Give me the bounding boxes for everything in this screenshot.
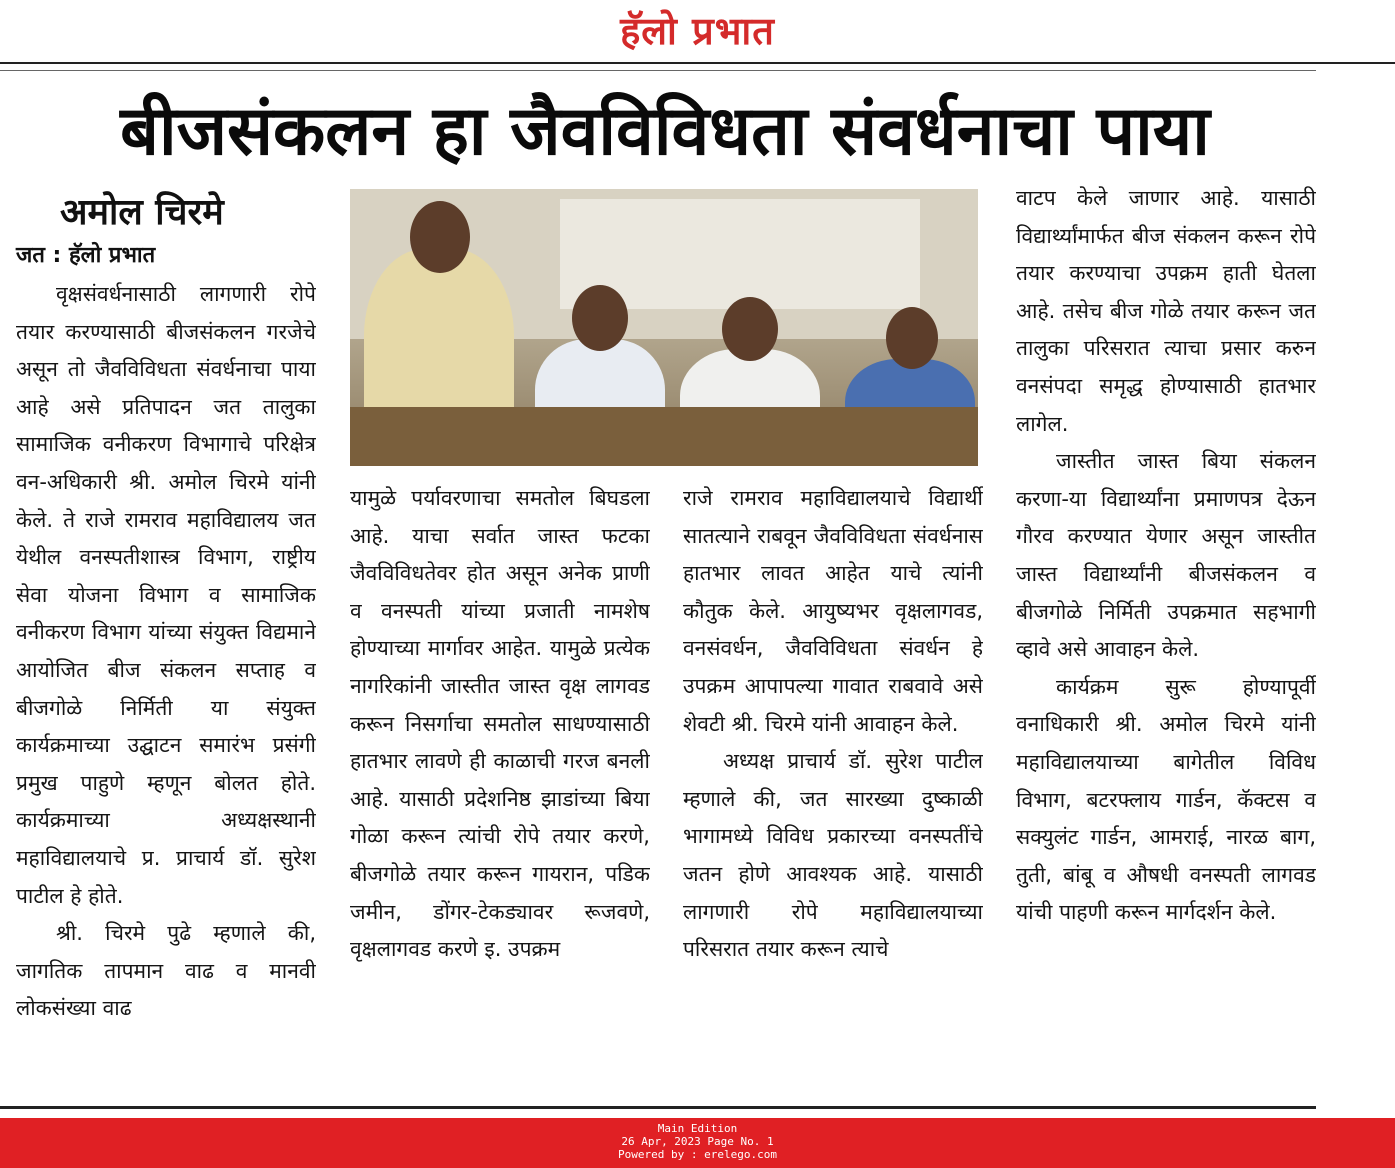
paragraph: जास्तीत जास्त बिया संकलन करणा-या विद्यार्थ्यांना प्रमाणपत्र देऊन गौरव करण्यात येणार असून जास्तीत जास्त विद्यार्थ्यांनी बीजसंकलन व बीजगोळे निर्मिती उपक्रमात सहभागी व्हावे असे आवाहन केले. [1016, 449, 1316, 662]
paragraph: वाटप केले जाणार आहे. यासाठी विद्यार्थ्यांमार्फत बीज संकलन करून रोपे तयार करण्याचा उपक्रम हाती घेतला आहे. तसेच बीज गोळे तयार करून जत तालुका परिसरात त्याचा प्रसार करुन वनसंपदा समृद्ध होण्यासाठी हातभार लागेल. [1016, 186, 1316, 436]
powered-by-link[interactable]: Powered by : erelego.com [618, 1148, 777, 1161]
paragraph: राजे रामराव महाविद्यालयाचे विद्यार्थी सातत्याने राबवून जैवविविधता संवर्धनास हातभार लावत आहेत याचे त्यांनी कौतुक केले. आयुष्यभर वृक्षलागवड, वनसंवर्धन, जैवविविधता संवर्धन हे उपक्रम आपापल्या गावात राबवावे असे शेवटी श्री. चिरमे यांनी आवाहन केले. [683, 486, 983, 736]
guest-head-1 [572, 285, 628, 351]
paragraph: कार्यक्रम सुरू होण्यापूर्वी वनाधिकारी श्री. अमोल चिरमे यांनी महाविद्यालयाच्या बागेतील विविध विभाग, बटरफ्लाय गार्डन, कॅक्टस व सक्युलंट गार्डन, आमराई, नारळ बाग, तुती, बांबू व औषधी वनस्पती लागवड यांची पाहणी करून मार्गदर्शन केले. [1016, 674, 1316, 925]
speaker-head [410, 201, 470, 273]
page-footer [0, 1118, 1395, 1168]
article-dateline: जत : हॅलो प्रभात [16, 243, 156, 268]
masthead-divider-thin [0, 70, 1316, 71]
paragraph: अध्यक्ष प्राचार्य डॉ. सुरेश पाटील म्हणाले की, जत सारख्या दुष्काळी भागामध्ये विविध प्रकारच्या वनस्पतींचे जतन होणे आवश्यक आहे. यासाठी लागणारी रोपे महाविद्यालयाच्या परिसरात तयार करून त्याचे [683, 749, 983, 962]
article-column-2 [350, 480, 650, 1104]
edition-label: Main Edition [657, 1122, 738, 1135]
article-headline: बीजसंकलन हा जैवविविधता संवर्धनाचा पाया [120, 92, 1210, 171]
masthead-divider [0, 62, 1395, 64]
article-column-1 [16, 276, 316, 1104]
photo-table [350, 407, 978, 466]
edition-date: 26 Apr, 2023 Page No. 1 [621, 1135, 774, 1148]
article-column-4 [1016, 180, 1316, 1104]
paragraph: वृक्षसंवर्धनासाठी लागणारी रोपे तयार करण्यासाठी बीजसंकलन गरजेचे असून तो जैवविविधता संवर्धनाचा पाया आहे असे प्रतिपादन जत तालुका सामाजिक वनीकरण विभागाचे परिक्षेत्र वन-अधिकारी श्री. अमोल चिरमे यांनी केले. ते राजे रामराव महाविद्यालय जत येथील वनस्पतीशास्त्र विभाग, राष्ट्रीय सेवा योजना विभाग व सामाजिक वनीकरण विभाग यांच्या संयुक्त विद्यमाने आयोजित बीज संकलन सप्ताह व बीजगोळे निर्मिती या संयुक्त कार्यक्रमाच्या उद्घाटन समारंभ प्रसंगी प्रमुख पाहुणे म्हणून बोलत होते. कार्यक्रमाच्या अध्यक्षस्थानी महाविद्यालयाचे प्र. प्राचार्य डॉ. सुरेश पाटील हे होते. [16, 282, 316, 908]
guest-head-2 [722, 297, 778, 361]
article-photo [350, 189, 978, 466]
masthead-logo: हॅलो प्रभात [620, 8, 775, 53]
paragraph: यामुळे पर्यावरणाचा समतोल बिघडला आहे. याचा सर्वात जास्त फटका जैवविविधतेवर होत असून अनेक प्राणी व वनस्पती यांच्या प्रजाती नामशेष होण्याच्या मार्गावर आहेत. यामुळे प्रत्येक नागरिकांनी जास्तीत जास्त वृक्ष लागवड करून निसर्गाचा समतोल साधण्यासाठी हातभार लावणे ही काळाची गरज बनली आहे. यासाठी प्रदेशनिष्ठ झाडांच्या बिया गोळा करून त्यांची रोपे तयार करणे, बीजगोळे तयार करून गायरान, पडिक जमीन, डोंगर-टेकड्यावर रूजवणे, वृक्षलागवड करणे इ. उपक्रम [350, 486, 650, 962]
article-column-3 [683, 480, 983, 1104]
article-byline: अमोल चिरमे [60, 192, 224, 233]
guest-head-3 [886, 307, 938, 369]
paragraph: श्री. चिरमे पुढे म्हणाले की, जागतिक तापमान वाढ व मानवी लोकसंख्या वाढ [16, 921, 316, 1021]
page-bottom-rule [0, 1106, 1316, 1109]
